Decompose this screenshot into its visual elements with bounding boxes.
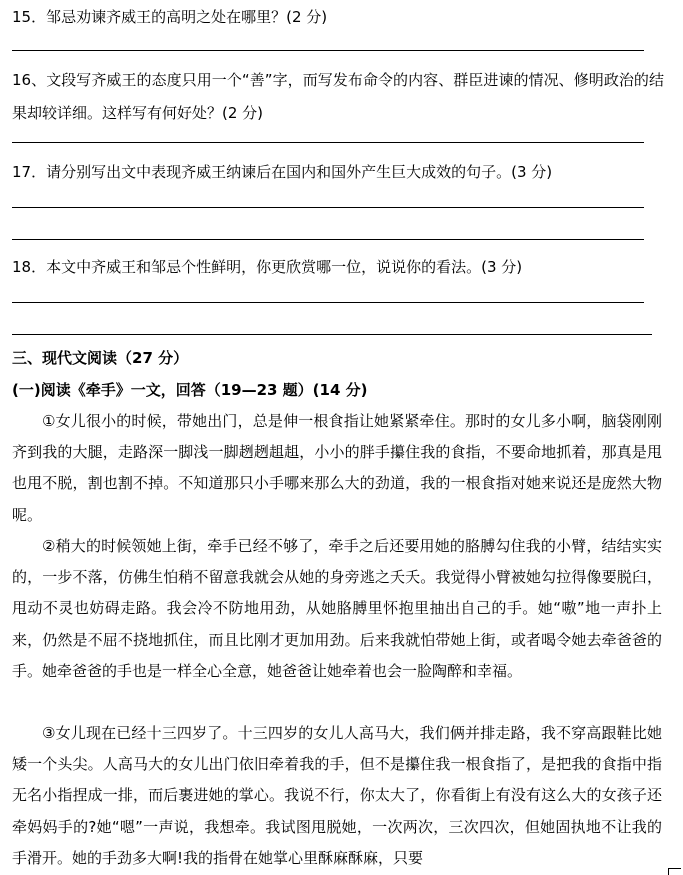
question-15: 15．邹忌劝谏齐威王的高明之处在哪里？(2 分): [12, 8, 328, 26]
answer-line[interactable]: [12, 334, 652, 335]
paragraph-2: ②稍大的时候领她上街，牵手已经不够了，牵手之后还要用她的胳膊勾住我的小臂，结结实实的，一步不落，仿佛生怕稍不留意我就会从她的身旁逃之夭夭。我觉得小臂被她勾拉得像要脱臼，甩动不灵也妨碍走路。我会冷不防地用劲，从她胳膊里怀抱里抽出自己的手。她“嗷”地一声扑上来，仍然是不屈不挠地抓住，而且比刚才更加用劲。后来我就怕带她上街，或者喝令她去牵爸爸的手。她牵爸爸的手也是一样全心全意，她爸爸让她牵着也会一脸陶醉和幸福。: [12, 537, 662, 680]
answer-line[interactable]: [12, 207, 644, 208]
question-16: 16、文段写齐威王的态度只用一个“善”字，而写发布命令的内容、群臣进谏的情况、修明政治的结果却较详细。这样写有何好处？(2 分): [12, 71, 664, 122]
answer-line[interactable]: [12, 142, 644, 143]
answer-line[interactable]: [12, 50, 644, 51]
paragraph-3: ③女儿现在已经十三四岁了。十三四岁的女儿人高马大，我们俩并排走路，我不穿高跟鞋比她矮一个头尖。人高马大的女儿出门依旧牵着我的手，但不是攥住我一根食指了，是把我的食指中指无名小指捏成一排，而后裹进她的掌心。我说不行，你太大了，你看街上有没有这么大的女孩子还牵妈妈手的?她“嗯”一声说，我想牵。我试图甩脱她，一次两次，三次四次，但她固执地不让我的手滑开。她的手劲多大啊!我的指骨在她掌心里酥麻酥麻，只要: [12, 724, 662, 867]
reading-subheading: (一)阅读《牵手》一文，回答（19—23 题）(14 分): [12, 381, 368, 399]
answer-line[interactable]: [12, 302, 644, 303]
section-heading: 三、现代文阅读（27 分）: [12, 349, 189, 367]
answer-line[interactable]: [12, 239, 644, 240]
paragraph-1: ①女儿很小的时候，带她出门，总是伸一根食指让她紧紧牵住。那时的女儿多小啊，脑袋刚刚齐到我的大腿，走路深一脚浅一脚趔趔趄趄，小小的胖手攥住我的食指，不要命地抓着，那真是甩也甩不脱，割也割不掉。不知道那只小手哪来那么大的劲道，我的一根食指对她来说还是庞然大物呢。: [12, 412, 662, 524]
page-corner-mark: [668, 868, 681, 875]
question-18: 18．本文中齐威王和邹忌个性鲜明，你更欣赏哪一位，说说你的看法。(3 分): [12, 258, 523, 276]
question-17: 17．请分别写出文中表现齐威王纳谏后在国内和国外产生巨大成效的句子。(3 分): [12, 163, 553, 181]
